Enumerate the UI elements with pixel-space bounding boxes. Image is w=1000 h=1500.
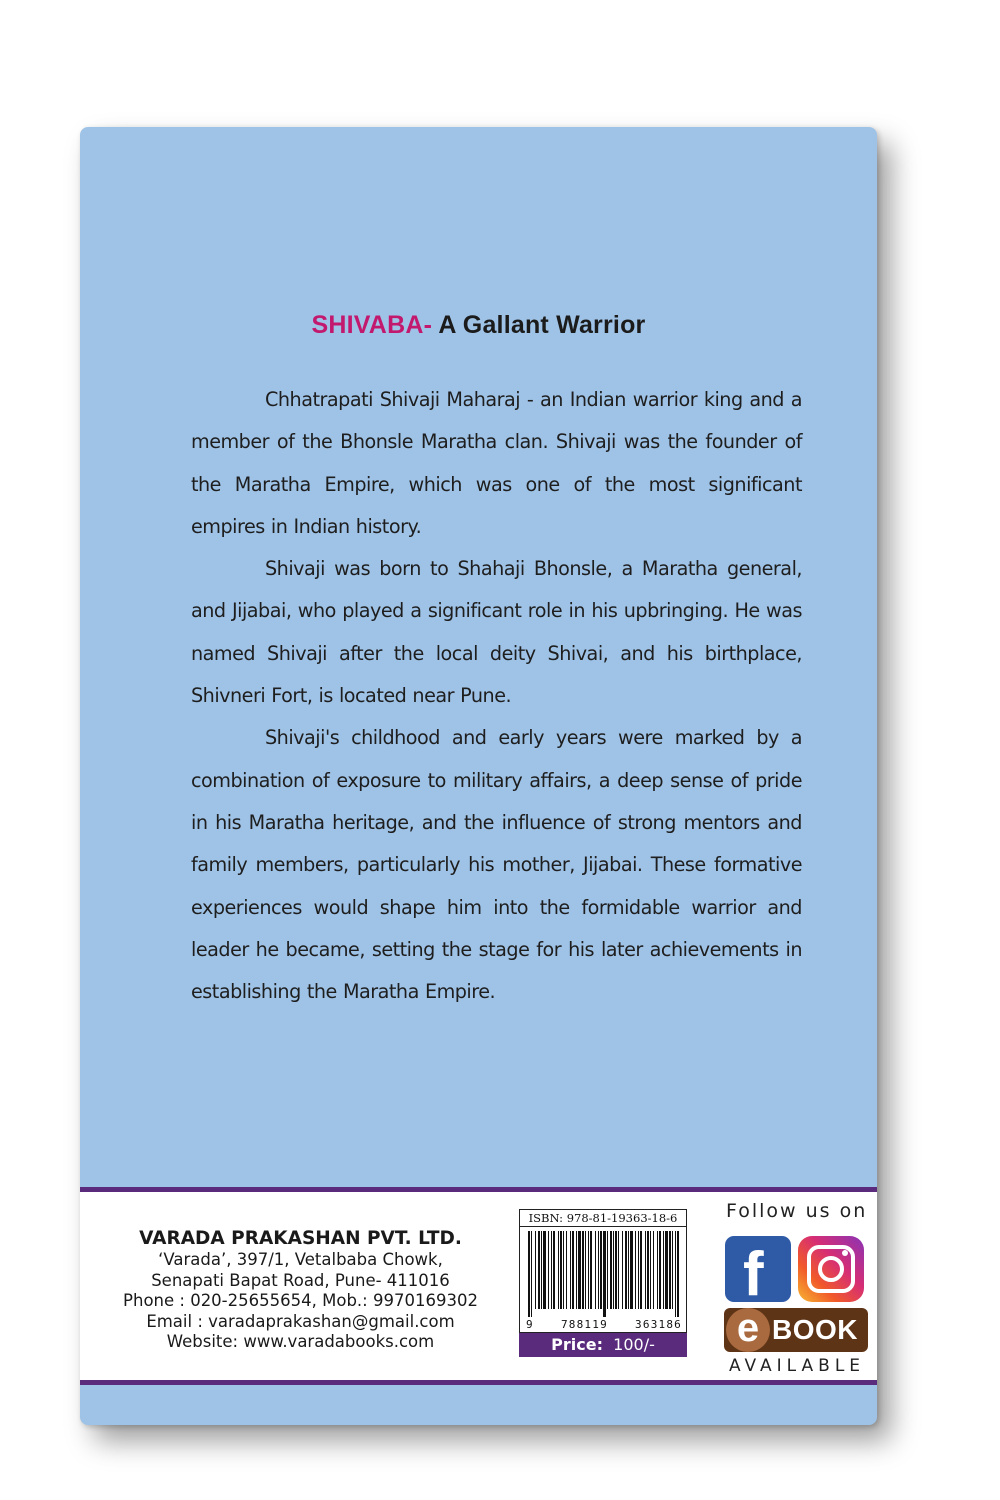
barcode-bar bbox=[531, 1231, 532, 1317]
barcode-bar bbox=[585, 1231, 586, 1309]
barcode-bar bbox=[595, 1231, 596, 1309]
barcode-digits-left: 788119 bbox=[560, 1318, 608, 1331]
instagram-dot bbox=[842, 1250, 848, 1256]
ebook-book-text: BOOK bbox=[772, 1314, 858, 1345]
barcode-bar bbox=[603, 1231, 606, 1317]
barcode-bar bbox=[628, 1231, 629, 1309]
barcode-bar bbox=[622, 1231, 623, 1309]
barcode-bar bbox=[572, 1231, 574, 1309]
barcode-bar bbox=[538, 1231, 540, 1309]
barcode-bar bbox=[672, 1231, 673, 1309]
barcode-bar bbox=[528, 1231, 530, 1317]
barcode-bar bbox=[659, 1231, 661, 1309]
barcode-bar bbox=[675, 1231, 676, 1317]
barcode-bar bbox=[665, 1231, 668, 1309]
isbn-label: ISBN: 978-81-19363-18-6 bbox=[519, 1209, 687, 1227]
barcode-bar bbox=[570, 1231, 571, 1309]
barcode-digits-right: 363186 bbox=[635, 1318, 682, 1331]
barcode-bar bbox=[558, 1231, 559, 1309]
barcode-bar bbox=[535, 1231, 536, 1309]
barcode-bar bbox=[618, 1231, 619, 1309]
ebook-logo bbox=[724, 1308, 868, 1352]
barcode-bar bbox=[563, 1231, 564, 1309]
book-title bbox=[80, 311, 877, 340]
barcode-bar bbox=[650, 1231, 651, 1309]
barcode-bar bbox=[640, 1231, 642, 1309]
book-back-cover bbox=[80, 127, 877, 1425]
facebook-icon bbox=[725, 1236, 791, 1302]
blurb-paragraph-2: Shivaji was born to Shahaji Bhonsle, a Maratha general, and Jijabai, who played a significant role in his upbringing. He was named Shivaji after the local deity Shivai, and his birthplace, Shivneri Fort, is located near Pune. bbox=[191, 557, 802, 708]
book-title-rest: A Gallant Warrior bbox=[432, 311, 646, 339]
barcode-bar bbox=[615, 1231, 617, 1309]
barcode-bar bbox=[635, 1231, 636, 1309]
barcode-bar bbox=[645, 1231, 646, 1309]
publisher-footer bbox=[80, 1187, 877, 1385]
ebook-e: e bbox=[726, 1308, 770, 1352]
barcode-bar bbox=[560, 1231, 562, 1309]
barcode-bar bbox=[653, 1231, 654, 1309]
instagram-lens bbox=[818, 1256, 844, 1282]
barcode-bar bbox=[657, 1231, 658, 1309]
publisher-address-2: Senapati Bapat Road, Pune- 411016 bbox=[151, 1270, 450, 1290]
barcode-bar bbox=[600, 1231, 602, 1309]
book-title-accent: SHIVABA- bbox=[311, 311, 433, 339]
barcode-digits bbox=[526, 1318, 682, 1331]
barcode-bar bbox=[669, 1231, 671, 1309]
barcode-bar bbox=[576, 1231, 577, 1309]
blurb-paragraph-3: Shivaji's childhood and early years were marked by a combination of exposure to military affairs, a deep sense of pride in his Maratha heritage, and the influence of strong mentors and family members, particularly his mother, Jijabai. These formative experiences would shape him into the formidable warrior and leader he became, setting the stage for his later achievements in establishing the Maratha Empire. bbox=[191, 726, 802, 1004]
barcode-bar bbox=[566, 1231, 567, 1309]
facebook-glyph: f bbox=[743, 1240, 764, 1302]
barcode-bar bbox=[638, 1231, 639, 1309]
blurb bbox=[191, 379, 802, 1013]
publisher-website: Website: www.varadabooks.com bbox=[166, 1332, 435, 1351]
price-value: 100/- bbox=[613, 1335, 655, 1354]
barcode-bar bbox=[548, 1231, 549, 1309]
publisher-address-1: ‘Varada’, 397/1, Vetalbaba Chowk, bbox=[158, 1250, 443, 1269]
barcode-bar bbox=[590, 1231, 592, 1309]
barcode-bar bbox=[578, 1231, 581, 1309]
social-block bbox=[710, 1192, 870, 1380]
barcode-bar bbox=[677, 1231, 679, 1317]
barcode-bar bbox=[543, 1231, 546, 1309]
barcode-bar bbox=[607, 1231, 608, 1309]
barcode bbox=[519, 1227, 687, 1333]
barcode-bars bbox=[526, 1231, 682, 1317]
barcode-block bbox=[519, 1209, 687, 1357]
barcode-bar bbox=[541, 1231, 542, 1309]
barcode-bar bbox=[647, 1231, 649, 1309]
barcode-digit-lead: 9 bbox=[526, 1318, 534, 1331]
instagram-icon bbox=[798, 1236, 864, 1302]
publisher-phone: Phone : 020-25655654, Mob.: 9970169302 bbox=[123, 1291, 478, 1310]
barcode-bar bbox=[582, 1231, 584, 1309]
barcode-bar bbox=[625, 1231, 627, 1309]
price-badge bbox=[519, 1333, 687, 1357]
barcode-bar bbox=[630, 1231, 633, 1309]
follow-us-label: Follow us on bbox=[726, 1200, 868, 1222]
publisher-email: Email : varadaprakashan@gmail.com bbox=[146, 1311, 455, 1331]
blurb-paragraph-1: Chhatrapati Shivaji Maharaj - an Indian warrior king and a member of the Bhonsle Maratha clan. Shivaji was the founder of the Maratha Empire, which was one of the most significant empires in Indian history. bbox=[191, 388, 802, 538]
ebook-available-label: AVAILABLE bbox=[728, 1356, 866, 1376]
barcode-bar bbox=[613, 1231, 614, 1309]
barcode-bar bbox=[598, 1231, 599, 1309]
publisher-info bbox=[98, 1228, 503, 1353]
barcode-bar bbox=[588, 1231, 589, 1309]
barcode-bar bbox=[663, 1231, 664, 1309]
barcode-bar bbox=[553, 1231, 555, 1309]
price-label: Price: bbox=[551, 1335, 603, 1354]
barcode-bar bbox=[610, 1231, 612, 1309]
publisher-name: VARADA PRAKASHAN PVT. LTD. bbox=[139, 1228, 462, 1249]
barcode-bar bbox=[551, 1231, 552, 1309]
